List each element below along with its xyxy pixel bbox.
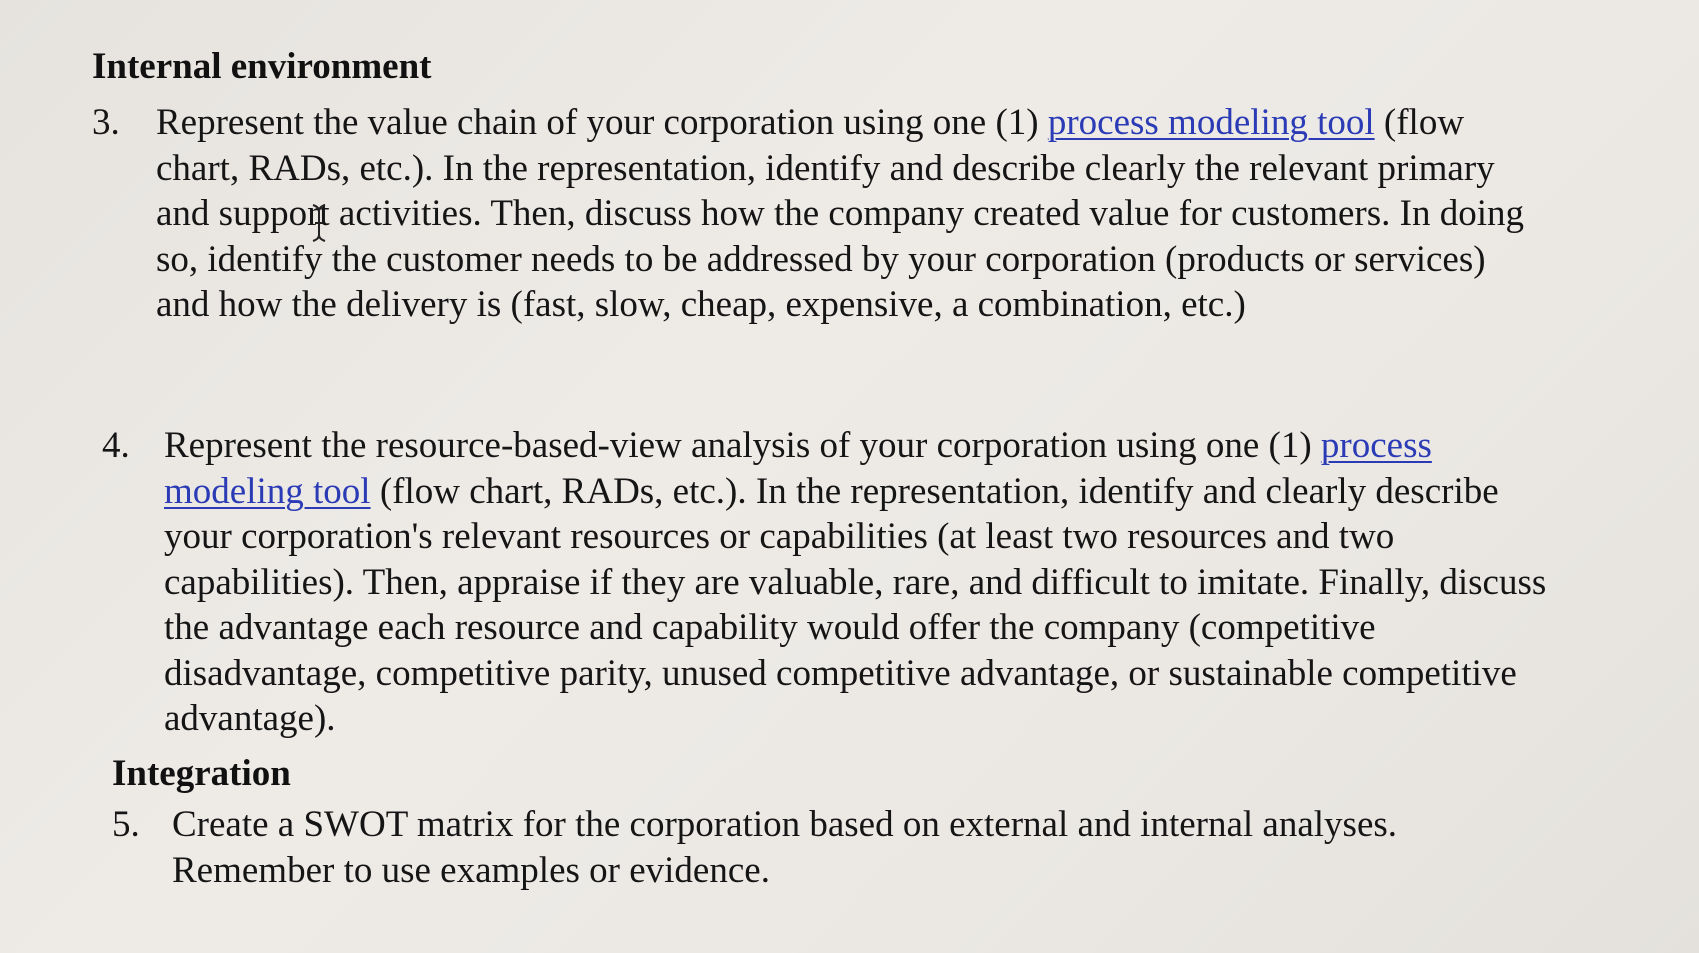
item-3-line-2: chart, RADs, etc.). In the representation, identify and describe clearly the relevant primary (156, 147, 1495, 189)
item-number: 3. (92, 102, 120, 143)
item-4-line-4: capabilities). Then, appraise if they are valuable, rare, and difficult to imitate. Finally, discuss (164, 561, 1547, 603)
item-3-line-3: and support activities. Then, discuss how the company created value for customers. In doing (156, 193, 1524, 234)
item-4-line-5: the advantage each resource and capability would offer the company (competitive (164, 607, 1376, 648)
item-4-line-7: advantage). (164, 698, 336, 739)
modeling-tool-link[interactable]: modeling tool (164, 470, 371, 512)
item-4-line-6: disadvantage, competitive parity, unused competitive advantage, or sustainable competitive (164, 652, 1517, 694)
item-number: 4. (102, 425, 130, 466)
process-modeling-tool-link[interactable]: process modeling tool (1047, 102, 1375, 143)
process-link[interactable]: process (1320, 425, 1432, 466)
item-4-text (164, 423, 1546, 742)
item-3-line-1: Represent the value chain of your corporation using one (1) process modeling tool (flow (156, 102, 1465, 143)
item-3-line-5: and how the delivery is (fast, slow, cheap, expensive, a combination, etc.) (156, 284, 1246, 325)
internal-environment-heading: Internal environment (92, 46, 432, 87)
item-4-line-3: your corporation's relevant resources or capabilities (at least two resources and two (164, 516, 1395, 557)
list-item-3 (92, 100, 1652, 340)
item-number: 5. (112, 804, 140, 845)
integration-heading: Integration (112, 753, 291, 794)
item-3-text (156, 100, 1524, 328)
item-5-text (172, 802, 1397, 893)
item-5-line-1: Create a SWOT matrix for the corporation based on external and internal analyses. (172, 804, 1398, 845)
list-item-5 (112, 802, 1612, 902)
item-5-line-2: Remember to use examples or evidence. (172, 849, 770, 891)
item-4-line-1: Represent the resource-based-view analysis of your corporation using one (1) process (164, 425, 1432, 466)
item-4-line-2: modeling tool (flow chart, RADs, etc.). In the representation, identify and clearly describe (164, 470, 1499, 512)
list-item-4 (102, 423, 1672, 753)
item-3-line-4: so, identify the customer needs to be addressed by your corporation (products or services) (156, 238, 1486, 280)
